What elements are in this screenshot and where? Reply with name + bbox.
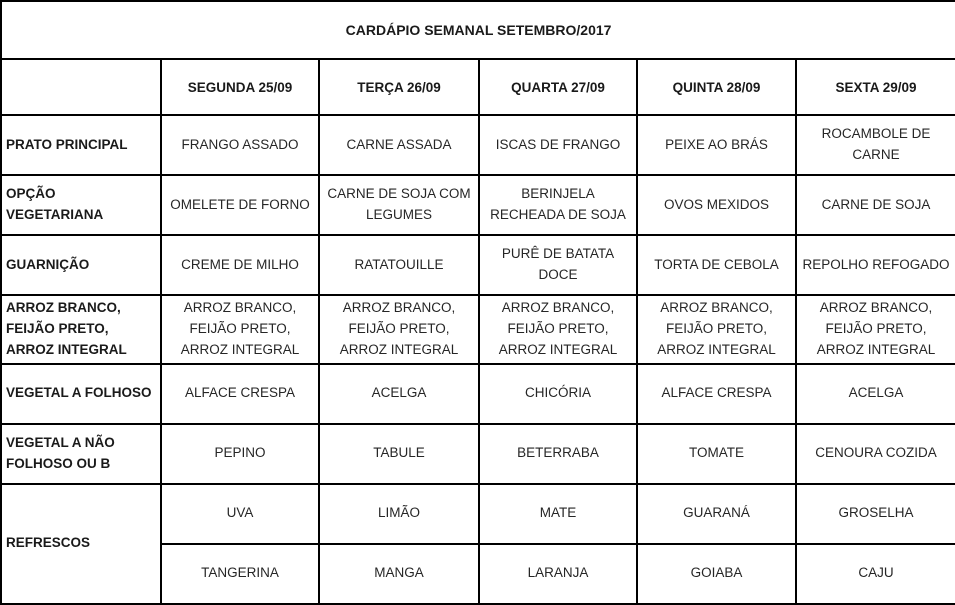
menu-cell: GOIABA — [637, 544, 796, 604]
menu-cell: REPOLHO REFOGADO — [796, 235, 955, 295]
menu-cell: CAJU — [796, 544, 955, 604]
menu-cell: CARNE DE SOJA — [796, 175, 955, 235]
menu-cell: TABULE — [319, 424, 479, 484]
menu-cell: PEIXE AO BRÁS — [637, 115, 796, 175]
menu-cell: ACELGA — [796, 364, 955, 424]
menu-cell: RATATOUILLE — [319, 235, 479, 295]
row-label-refrescos: REFRESCOS — [1, 484, 161, 604]
row-label-arroz-feijao: ARROZ BRANCO, FEIJÃO PRETO, ARROZ INTEGRAL — [1, 295, 161, 364]
menu-cell: GROSELHA — [796, 484, 955, 544]
page-title: CARDÁPIO SEMANAL SETEMBRO/2017 — [1, 1, 955, 59]
row-label-vegetal-nao-folhoso: VEGETAL A NÃO FOLHOSO OU B — [1, 424, 161, 484]
menu-cell: ARROZ BRANCO, FEIJÃO PRETO, ARROZ INTEGRAL — [796, 295, 955, 364]
menu-cell: CREME DE MILHO — [161, 235, 319, 295]
menu-cell: PURÊ DE BATATA DOCE — [479, 235, 637, 295]
row-label-guarnicao: GUARNIÇÃO — [1, 235, 161, 295]
menu-cell: BERINJELA RECHEADA DE SOJA — [479, 175, 637, 235]
menu-cell: CHICÓRIA — [479, 364, 637, 424]
menu-cell: ROCAMBOLE DE CARNE — [796, 115, 955, 175]
menu-cell: MATE — [479, 484, 637, 544]
row-label-opcao-vegetariana: OPÇÃO VEGETARIANA — [1, 175, 161, 235]
menu-cell: ARROZ BRANCO, FEIJÃO PRETO, ARROZ INTEGRAL — [637, 295, 796, 364]
menu-cell: ALFACE CRESPA — [637, 364, 796, 424]
menu-cell: CENOURA COZIDA — [796, 424, 955, 484]
day-header-tuesday: TERÇA 26/09 — [319, 59, 479, 115]
day-header-wednesday: QUARTA 27/09 — [479, 59, 637, 115]
day-header-monday: SEGUNDA 25/09 — [161, 59, 319, 115]
menu-cell: MANGA — [319, 544, 479, 604]
menu-cell: FRANGO ASSADO — [161, 115, 319, 175]
menu-cell: GUARANÁ — [637, 484, 796, 544]
menu-cell: ARROZ BRANCO, FEIJÃO PRETO, ARROZ INTEGRAL — [161, 295, 319, 364]
menu-cell: ACELGA — [319, 364, 479, 424]
day-header-friday: SEXTA 29/09 — [796, 59, 955, 115]
menu-cell: LARANJA — [479, 544, 637, 604]
menu-cell: OVOS MEXIDOS — [637, 175, 796, 235]
menu-cell: ALFACE CRESPA — [161, 364, 319, 424]
menu-cell: TOMATE — [637, 424, 796, 484]
row-label-vegetal-folhoso: VEGETAL A FOLHOSO — [1, 364, 161, 424]
menu-cell: ISCAS DE FRANGO — [479, 115, 637, 175]
row-label-prato-principal: PRATO PRINCIPAL — [1, 115, 161, 175]
corner-empty-cell — [1, 59, 161, 115]
menu-cell: OMELETE DE FORNO — [161, 175, 319, 235]
day-header-thursday: QUINTA 28/09 — [637, 59, 796, 115]
menu-cell: PEPINO — [161, 424, 319, 484]
menu-cell: UVA — [161, 484, 319, 544]
menu-cell: BETERRABA — [479, 424, 637, 484]
menu-cell: CARNE ASSADA — [319, 115, 479, 175]
menu-cell: TORTA DE CEBOLA — [637, 235, 796, 295]
menu-cell: ARROZ BRANCO, FEIJÃO PRETO, ARROZ INTEGRAL — [479, 295, 637, 364]
menu-cell: TANGERINA — [161, 544, 319, 604]
menu-cell: LIMÃO — [319, 484, 479, 544]
menu-cell: CARNE DE SOJA COM LEGUMES — [319, 175, 479, 235]
menu-cell: ARROZ BRANCO, FEIJÃO PRETO, ARROZ INTEGRAL — [319, 295, 479, 364]
